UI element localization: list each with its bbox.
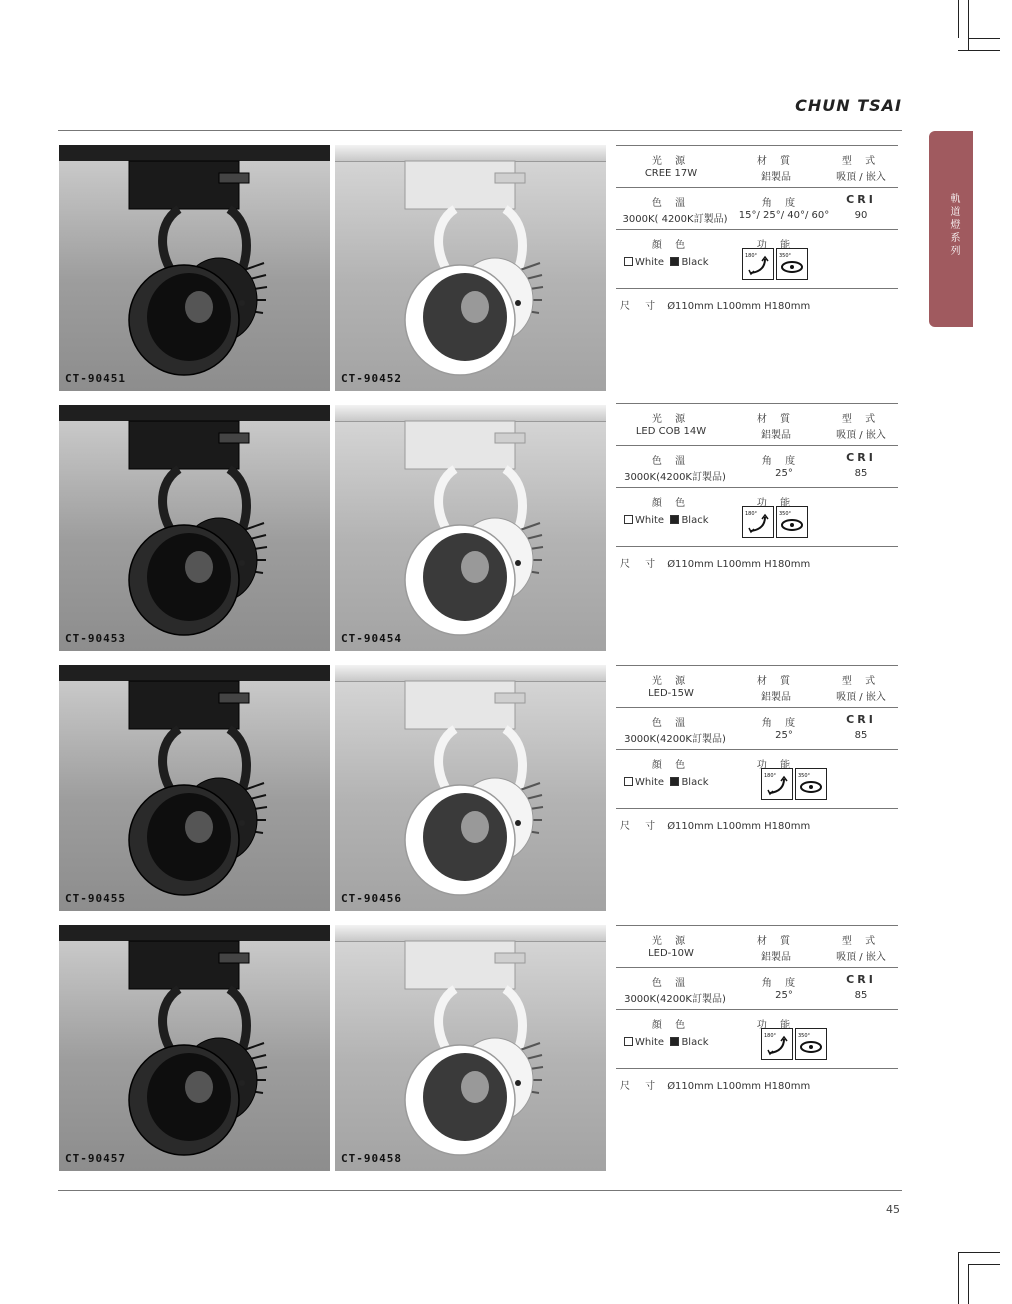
label-light-source: 光 源 — [651, 156, 691, 167]
spec-row-size — [616, 288, 898, 312]
tilt-180-icon — [742, 506, 774, 538]
value-size: Ø110mm L100mm H180mm — [667, 821, 811, 832]
label-cri: CRI — [846, 713, 876, 726]
label-color-temp: 色 溫 — [651, 198, 691, 209]
label-color-temp: 色 溫 — [651, 456, 691, 467]
black-swatch-icon — [670, 515, 679, 524]
color-black: Black — [681, 1037, 709, 1048]
crop-mark-top-v2 — [968, 0, 969, 50]
size-spec — [620, 555, 810, 570]
crop-mark-top-h2 — [958, 50, 1000, 51]
spec-row-temp — [616, 707, 898, 749]
value-cri: 85 — [854, 990, 868, 1001]
function-icons — [761, 1028, 829, 1060]
function-icons — [761, 768, 829, 800]
svg-text:180°: 180° — [745, 253, 758, 259]
product-photo — [59, 405, 330, 651]
label-body-color: 顏 色 — [651, 1020, 691, 1031]
color-black: Black — [681, 777, 709, 788]
svg-text:350°: 350° — [798, 773, 811, 779]
size-spec — [620, 297, 810, 312]
svg-text:180°: 180° — [745, 511, 758, 517]
label-size: 尺 寸 — [620, 301, 662, 312]
bottom-rule — [58, 1190, 902, 1191]
label-material: 材 質 — [756, 676, 796, 687]
value-type: 吸頂 / 嵌入 — [836, 430, 886, 441]
product-code: CT-90453 — [65, 632, 126, 645]
tilt-180-icon — [761, 768, 793, 800]
value-material: 鋁製品 — [761, 952, 791, 963]
spec-row-size — [616, 808, 898, 832]
label-material: 材 質 — [756, 936, 796, 947]
spec-row-source — [616, 925, 898, 967]
rotate-350-icon — [795, 1028, 827, 1060]
color-options — [624, 257, 709, 268]
value-color-temp: 3000K(4200K訂製品) — [624, 734, 726, 745]
value-size: Ø110mm L100mm H180mm — [667, 1081, 811, 1092]
label-angle: 角 度 — [761, 456, 801, 467]
white-swatch-icon — [624, 777, 633, 786]
label-function: 功 能 — [756, 760, 796, 771]
spec-row-color — [616, 229, 898, 288]
rotate-350-icon — [795, 768, 827, 800]
label-type: 型 式 — [841, 414, 881, 425]
product-code: CT-90454 — [341, 632, 402, 645]
value-angle: 25° — [775, 730, 793, 741]
label-angle: 角 度 — [761, 198, 801, 209]
spec-row-temp — [616, 187, 898, 229]
value-type: 吸頂 / 嵌入 — [836, 692, 886, 703]
value-cri: 85 — [854, 468, 868, 479]
value-light-source: LED-10W — [648, 948, 694, 959]
brand-logo: CHUN TSAI — [795, 96, 902, 115]
label-cri: CRI — [846, 973, 876, 986]
page-number: 45 — [886, 1203, 900, 1216]
label-body-color: 顏 色 — [651, 760, 691, 771]
product-photo — [59, 665, 330, 911]
svg-text:180°: 180° — [764, 773, 777, 779]
tilt-180-icon — [761, 1028, 793, 1060]
spec-row-temp — [616, 967, 898, 1009]
product-photo — [335, 145, 606, 391]
color-options — [624, 515, 709, 526]
value-light-source: CREE 17W — [644, 168, 698, 179]
label-cri: CRI — [846, 451, 876, 464]
crop-mark-top-h — [968, 38, 1000, 39]
value-cri: 90 — [854, 210, 868, 221]
label-material: 材 質 — [756, 156, 796, 167]
function-icons — [742, 248, 810, 280]
spec-row-size — [616, 1068, 898, 1092]
label-function: 功 能 — [756, 498, 796, 509]
value-cri: 85 — [854, 730, 868, 741]
label-material: 材 質 — [756, 414, 796, 425]
spec-table — [616, 403, 898, 570]
black-swatch-icon — [670, 777, 679, 786]
rotate-350-icon — [776, 248, 808, 280]
color-white: White — [635, 257, 665, 268]
white-swatch-icon — [624, 515, 633, 524]
label-body-color: 顏 色 — [651, 498, 691, 509]
spec-row-source — [616, 665, 898, 707]
value-material: 鋁製品 — [761, 692, 791, 703]
value-color-temp: 3000K( 4200K訂製品) — [622, 214, 728, 225]
category-tab — [929, 131, 973, 327]
product-photo — [59, 925, 330, 1171]
color-black: Black — [681, 257, 709, 268]
label-type: 型 式 — [841, 676, 881, 687]
crop-mark-bottom-h — [958, 1252, 1000, 1253]
tilt-180-icon — [742, 248, 774, 280]
value-light-source: LED COB 14W — [635, 426, 707, 437]
value-angle: 25° — [775, 468, 793, 479]
label-light-source: 光 源 — [651, 936, 691, 947]
white-swatch-icon — [624, 1037, 633, 1046]
label-function: 功 能 — [756, 1020, 796, 1031]
color-options — [624, 1037, 709, 1048]
label-size: 尺 寸 — [620, 1081, 662, 1092]
product-photo — [335, 925, 606, 1171]
spec-table — [616, 925, 898, 1092]
rotate-350-icon — [776, 506, 808, 538]
spec-row-source — [616, 145, 898, 187]
value-size: Ø110mm L100mm H180mm — [667, 301, 811, 312]
product-photo — [335, 405, 606, 651]
crop-mark-bottom-v2 — [968, 1264, 969, 1304]
label-angle: 角 度 — [761, 978, 801, 989]
spec-row-temp — [616, 445, 898, 487]
color-white: White — [635, 515, 665, 526]
color-white: White — [635, 777, 665, 788]
product-photo — [335, 665, 606, 911]
crop-mark-top-v — [958, 0, 959, 38]
white-swatch-icon — [624, 257, 633, 266]
svg-text:180°: 180° — [764, 1033, 777, 1039]
value-material: 鋁製品 — [761, 172, 791, 183]
spec-row-color — [616, 1009, 898, 1068]
label-color-temp: 色 溫 — [651, 978, 691, 989]
value-type: 吸頂 / 嵌入 — [836, 952, 886, 963]
value-material: 鋁製品 — [761, 430, 791, 441]
value-color-temp: 3000K(4200K訂製品) — [624, 472, 726, 483]
product-code: CT-90451 — [65, 372, 126, 385]
crop-mark-bottom-h2 — [968, 1264, 1000, 1265]
label-size: 尺 寸 — [620, 559, 662, 570]
size-spec — [620, 817, 810, 832]
spec-row-color — [616, 487, 898, 546]
category-tab-label: 軌道燈系列 — [948, 193, 959, 258]
value-size: Ø110mm L100mm H180mm — [667, 559, 811, 570]
value-light-source: LED-15W — [648, 688, 694, 699]
function-icons — [742, 506, 810, 538]
label-function: 功 能 — [756, 240, 796, 251]
svg-text:350°: 350° — [779, 511, 792, 517]
size-spec — [620, 1077, 810, 1092]
top-rule — [58, 130, 902, 131]
spec-table — [616, 665, 898, 832]
svg-text:350°: 350° — [779, 253, 792, 259]
spec-row-color — [616, 749, 898, 808]
label-body-color: 顏 色 — [651, 240, 691, 251]
label-size: 尺 寸 — [620, 821, 662, 832]
svg-text:350°: 350° — [798, 1033, 811, 1039]
product-code: CT-90457 — [65, 1152, 126, 1165]
color-black: Black — [681, 515, 709, 526]
label-type: 型 式 — [841, 156, 881, 167]
label-type: 型 式 — [841, 936, 881, 947]
spec-row-source — [616, 403, 898, 445]
product-code: CT-90455 — [65, 892, 126, 905]
black-swatch-icon — [670, 1037, 679, 1046]
value-type: 吸頂 / 嵌入 — [836, 172, 886, 183]
color-options — [624, 777, 709, 788]
color-white: White — [635, 1037, 665, 1048]
label-angle: 角 度 — [761, 718, 801, 729]
label-cri: CRI — [846, 193, 876, 206]
label-light-source: 光 源 — [651, 676, 691, 687]
product-code: CT-90458 — [341, 1152, 402, 1165]
spec-row-size — [616, 546, 898, 570]
value-color-temp: 3000K(4200K訂製品) — [624, 994, 726, 1005]
label-light-source: 光 源 — [651, 414, 691, 425]
black-swatch-icon — [670, 257, 679, 266]
product-photo — [59, 145, 330, 391]
value-angle: 15°/ 25°/ 40°/ 60° — [738, 210, 830, 221]
product-code: CT-90452 — [341, 372, 402, 385]
label-color-temp: 色 溫 — [651, 718, 691, 729]
product-code: CT-90456 — [341, 892, 402, 905]
crop-mark-bottom-v — [958, 1252, 959, 1304]
value-angle: 25° — [775, 990, 793, 1001]
spec-table — [616, 145, 898, 312]
